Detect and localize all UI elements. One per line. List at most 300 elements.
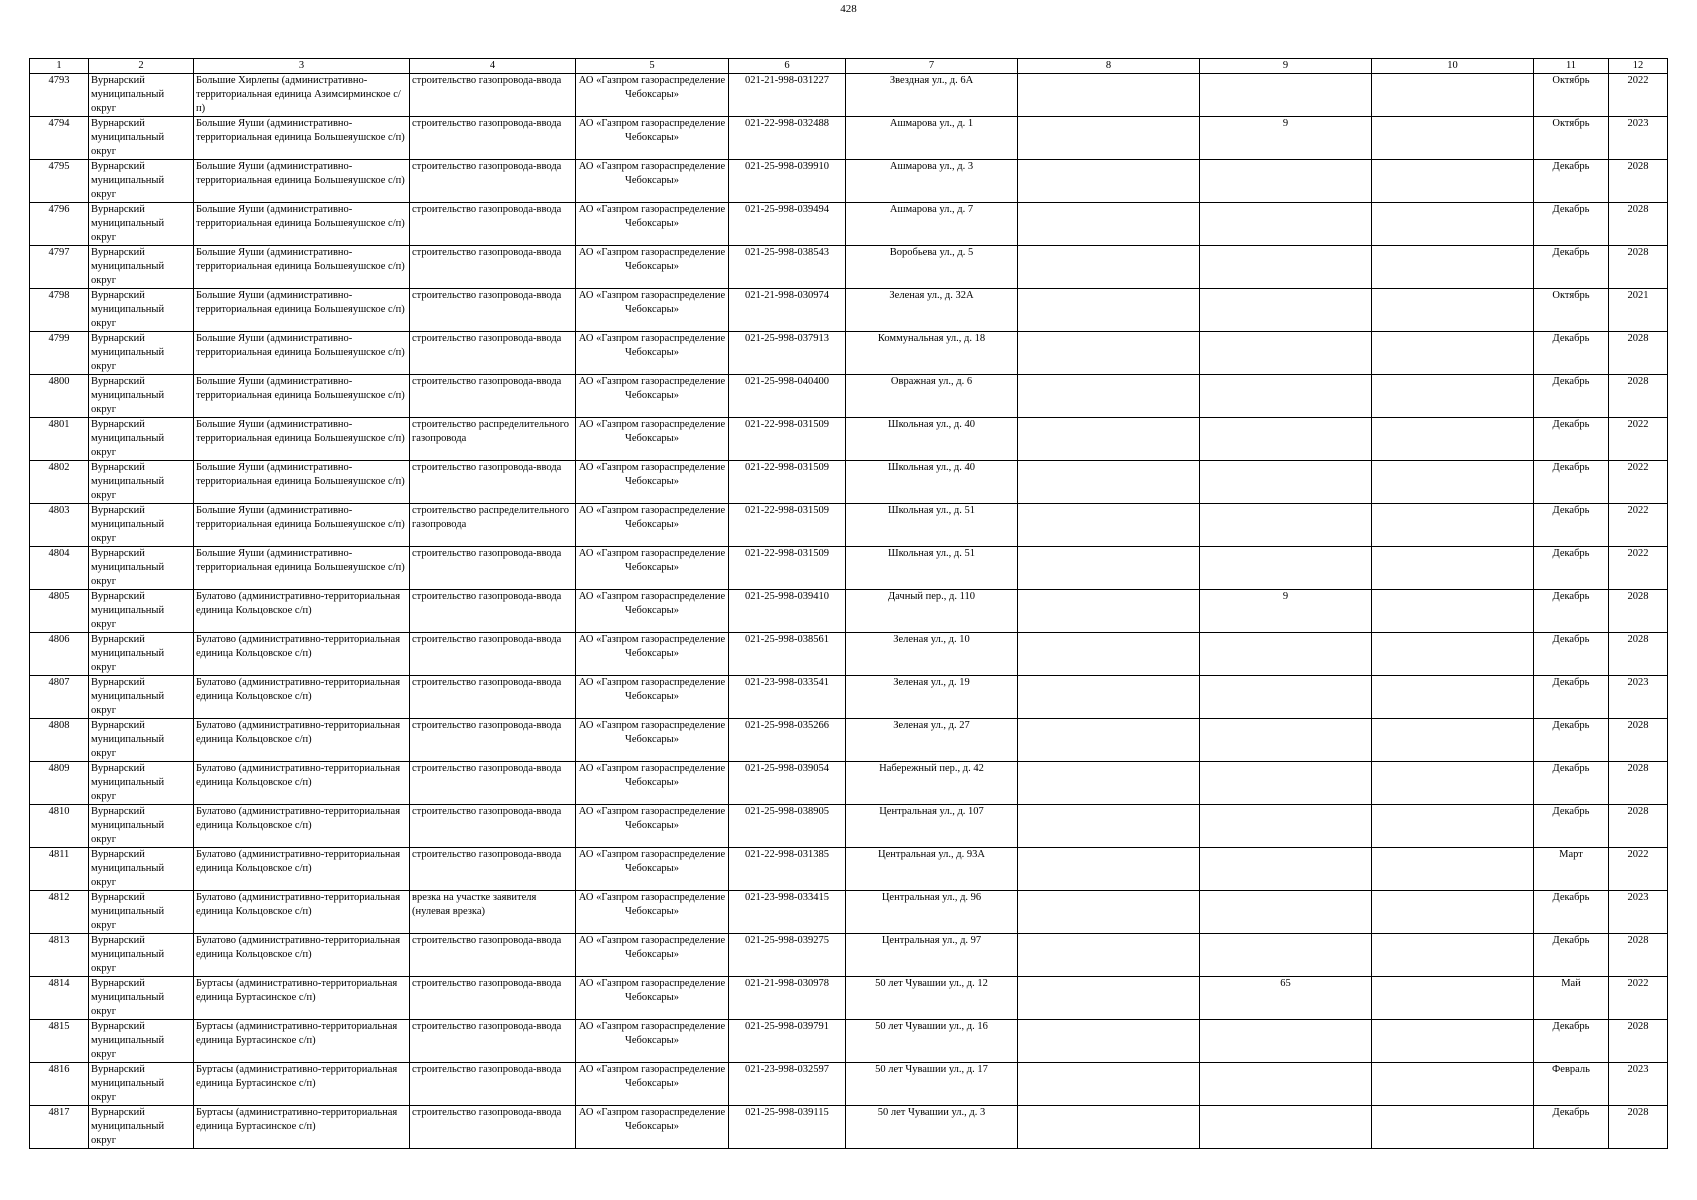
cell-col8 bbox=[1018, 461, 1200, 504]
cell-settlement: Булатово (административно-территориальная единица Кольцовское с/п) bbox=[194, 891, 410, 934]
cell-col10 bbox=[1372, 203, 1534, 246]
cell-col9 bbox=[1200, 762, 1372, 805]
cell-number: 4795 bbox=[30, 160, 89, 203]
cell-col8 bbox=[1018, 590, 1200, 633]
cell-number: 4794 bbox=[30, 117, 89, 160]
cell-district: Вурнарский муниципальный округ bbox=[89, 461, 194, 504]
cell-col9 bbox=[1200, 461, 1372, 504]
cell-col8 bbox=[1018, 891, 1200, 934]
cell-year: 2028 bbox=[1609, 332, 1668, 375]
cell-number: 4810 bbox=[30, 805, 89, 848]
cell-number: 4802 bbox=[30, 461, 89, 504]
table-row bbox=[30, 762, 1668, 805]
cell-organization: АО «Газпром газораспределение Чебоксары» bbox=[576, 1063, 729, 1106]
cell-col10 bbox=[1372, 934, 1534, 977]
cell-col8 bbox=[1018, 332, 1200, 375]
cell-number: 4806 bbox=[30, 633, 89, 676]
cell-district: Вурнарский муниципальный округ bbox=[89, 633, 194, 676]
cell-organization: АО «Газпром газораспределение Чебоксары» bbox=[576, 590, 729, 633]
cell-district: Вурнарский муниципальный округ bbox=[89, 418, 194, 461]
cell-year: 2028 bbox=[1609, 203, 1668, 246]
table-row bbox=[30, 590, 1668, 633]
cell-number: 4801 bbox=[30, 418, 89, 461]
cell-number: 4816 bbox=[30, 1063, 89, 1106]
cell-month: Декабрь bbox=[1534, 762, 1609, 805]
cell-work-type: строительство газопровода-ввода bbox=[410, 203, 576, 246]
cell-organization: АО «Газпром газораспределение Чебоксары» bbox=[576, 332, 729, 375]
cell-organization: АО «Газпром газораспределение Чебоксары» bbox=[576, 805, 729, 848]
table-body bbox=[30, 74, 1668, 1149]
cell-organization: АО «Газпром газораспределение Чебоксары» bbox=[576, 461, 729, 504]
cell-col10 bbox=[1372, 848, 1534, 891]
cell-district: Вурнарский муниципальный округ bbox=[89, 934, 194, 977]
table-row bbox=[30, 74, 1668, 117]
cell-number: 4813 bbox=[30, 934, 89, 977]
cell-address: Школьная ул., д. 40 bbox=[846, 418, 1018, 461]
cell-work-type: врезка на участке заявителя (нулевая врезка) bbox=[410, 891, 576, 934]
cell-application-id: 021-25-998-039115 bbox=[729, 1106, 846, 1149]
cell-settlement: Булатово (административно-территориальная единица Кольцовское с/п) bbox=[194, 676, 410, 719]
cell-month: Декабрь bbox=[1534, 805, 1609, 848]
cell-settlement: Булатово (административно-территориальная единица Кольцовское с/п) bbox=[194, 848, 410, 891]
cell-col9 bbox=[1200, 805, 1372, 848]
cell-settlement: Большие Яуши (административно-территориальная единица Большеяушское с/п) bbox=[194, 246, 410, 289]
table-row bbox=[30, 461, 1668, 504]
cell-settlement: Булатово (административно-территориальная единица Кольцовское с/п) bbox=[194, 590, 410, 633]
cell-settlement: Большие Яуши (административно-территориальная единица Большеяушское с/п) bbox=[194, 203, 410, 246]
cell-col8 bbox=[1018, 977, 1200, 1020]
cell-address: Зеленая ул., д. 19 bbox=[846, 676, 1018, 719]
cell-month: Май bbox=[1534, 977, 1609, 1020]
cell-col10 bbox=[1372, 719, 1534, 762]
cell-col9 bbox=[1200, 418, 1372, 461]
cell-settlement: Большие Яуши (административно-территориальная единица Большеяушское с/п) bbox=[194, 375, 410, 418]
cell-col10 bbox=[1372, 74, 1534, 117]
page-number: 428 bbox=[840, 3, 857, 15]
header-row bbox=[30, 59, 1668, 74]
cell-address: 50 лет Чувашии ул., д. 16 bbox=[846, 1020, 1018, 1063]
cell-application-id: 021-21-998-030974 bbox=[729, 289, 846, 332]
cell-month: Февраль bbox=[1534, 1063, 1609, 1106]
cell-application-id: 021-21-998-031227 bbox=[729, 74, 846, 117]
cell-col8 bbox=[1018, 1020, 1200, 1063]
cell-address: Школьная ул., д. 51 bbox=[846, 504, 1018, 547]
cell-address: Зеленая ул., д. 32А bbox=[846, 289, 1018, 332]
cell-work-type: строительство газопровода-ввода bbox=[410, 547, 576, 590]
registry-table bbox=[29, 58, 1668, 1149]
cell-month: Декабрь bbox=[1534, 418, 1609, 461]
cell-settlement: Булатово (административно-территориальная единица Кольцовское с/п) bbox=[194, 805, 410, 848]
cell-month: Декабрь bbox=[1534, 246, 1609, 289]
cell-year: 2022 bbox=[1609, 504, 1668, 547]
cell-col9 bbox=[1200, 74, 1372, 117]
cell-work-type: строительство газопровода-ввода bbox=[410, 719, 576, 762]
cell-col8 bbox=[1018, 848, 1200, 891]
cell-work-type: строительство газопровода-ввода bbox=[410, 633, 576, 676]
cell-organization: АО «Газпром газораспределение Чебоксары» bbox=[576, 547, 729, 590]
column-header: 4 bbox=[410, 59, 576, 74]
cell-organization: АО «Газпром газораспределение Чебоксары» bbox=[576, 418, 729, 461]
cell-organization: АО «Газпром газораспределение Чебоксары» bbox=[576, 74, 729, 117]
cell-work-type: строительство газопровода-ввода bbox=[410, 848, 576, 891]
column-header: 2 bbox=[89, 59, 194, 74]
table-row bbox=[30, 1106, 1668, 1149]
cell-application-id: 021-25-998-038905 bbox=[729, 805, 846, 848]
cell-col8 bbox=[1018, 719, 1200, 762]
table-row bbox=[30, 1063, 1668, 1106]
cell-address: Коммунальная ул., д. 18 bbox=[846, 332, 1018, 375]
cell-year: 2022 bbox=[1609, 461, 1668, 504]
cell-col8 bbox=[1018, 74, 1200, 117]
cell-settlement: Булатово (административно-территориальная единица Кольцовское с/п) bbox=[194, 762, 410, 805]
cell-col8 bbox=[1018, 934, 1200, 977]
cell-month: Декабрь bbox=[1534, 1020, 1609, 1063]
cell-number: 4800 bbox=[30, 375, 89, 418]
cell-col9: 65 bbox=[1200, 977, 1372, 1020]
cell-number: 4814 bbox=[30, 977, 89, 1020]
cell-work-type: строительство газопровода-ввода bbox=[410, 676, 576, 719]
column-header: 11 bbox=[1534, 59, 1609, 74]
cell-number: 4809 bbox=[30, 762, 89, 805]
cell-col8 bbox=[1018, 1106, 1200, 1149]
cell-col9 bbox=[1200, 676, 1372, 719]
cell-year: 2028 bbox=[1609, 1106, 1668, 1149]
cell-address: Школьная ул., д. 40 bbox=[846, 461, 1018, 504]
cell-col9: 9 bbox=[1200, 590, 1372, 633]
cell-organization: АО «Газпром газораспределение Чебоксары» bbox=[576, 203, 729, 246]
cell-application-id: 021-22-998-031509 bbox=[729, 418, 846, 461]
cell-district: Вурнарский муниципальный округ bbox=[89, 289, 194, 332]
cell-col8 bbox=[1018, 289, 1200, 332]
cell-col9 bbox=[1200, 504, 1372, 547]
cell-address: Зеленая ул., д. 10 bbox=[846, 633, 1018, 676]
cell-col9 bbox=[1200, 1106, 1372, 1149]
cell-district: Вурнарский муниципальный округ bbox=[89, 762, 194, 805]
cell-year: 2028 bbox=[1609, 590, 1668, 633]
cell-application-id: 021-23-998-033415 bbox=[729, 891, 846, 934]
table-row bbox=[30, 203, 1668, 246]
table-row bbox=[30, 891, 1668, 934]
cell-col8 bbox=[1018, 805, 1200, 848]
table-row bbox=[30, 848, 1668, 891]
cell-number: 4799 bbox=[30, 332, 89, 375]
cell-month: Декабрь bbox=[1534, 590, 1609, 633]
cell-month: Декабрь bbox=[1534, 934, 1609, 977]
cell-col9 bbox=[1200, 1063, 1372, 1106]
cell-application-id: 021-25-998-039910 bbox=[729, 160, 846, 203]
cell-year: 2023 bbox=[1609, 676, 1668, 719]
cell-address: Центральная ул., д. 97 bbox=[846, 934, 1018, 977]
cell-col8 bbox=[1018, 762, 1200, 805]
cell-number: 4811 bbox=[30, 848, 89, 891]
cell-address: 50 лет Чувашии ул., д. 3 bbox=[846, 1106, 1018, 1149]
cell-col9 bbox=[1200, 1020, 1372, 1063]
cell-col8 bbox=[1018, 633, 1200, 676]
cell-col9: 9 bbox=[1200, 117, 1372, 160]
table-row bbox=[30, 332, 1668, 375]
column-header: 10 bbox=[1372, 59, 1534, 74]
table-row bbox=[30, 547, 1668, 590]
cell-month: Октябрь bbox=[1534, 117, 1609, 160]
cell-col9 bbox=[1200, 246, 1372, 289]
cell-col9 bbox=[1200, 934, 1372, 977]
cell-year: 2021 bbox=[1609, 289, 1668, 332]
cell-col10 bbox=[1372, 805, 1534, 848]
cell-col10 bbox=[1372, 246, 1534, 289]
cell-organization: АО «Газпром газораспределение Чебоксары» bbox=[576, 934, 729, 977]
cell-work-type: строительство газопровода-ввода bbox=[410, 289, 576, 332]
cell-number: 4812 bbox=[30, 891, 89, 934]
cell-col8 bbox=[1018, 375, 1200, 418]
cell-col8 bbox=[1018, 1063, 1200, 1106]
cell-month: Декабрь bbox=[1534, 203, 1609, 246]
cell-work-type: строительство газопровода-ввода bbox=[410, 1063, 576, 1106]
cell-organization: АО «Газпром газораспределение Чебоксары» bbox=[576, 719, 729, 762]
cell-col8 bbox=[1018, 203, 1200, 246]
cell-application-id: 021-23-998-032597 bbox=[729, 1063, 846, 1106]
cell-application-id: 021-25-998-038543 bbox=[729, 246, 846, 289]
cell-col8 bbox=[1018, 547, 1200, 590]
cell-address: 50 лет Чувашии ул., д. 12 bbox=[846, 977, 1018, 1020]
cell-work-type: строительство газопровода-ввода bbox=[410, 332, 576, 375]
cell-settlement: Булатово (административно-территориальная единица Кольцовское с/п) bbox=[194, 719, 410, 762]
cell-month: Декабрь bbox=[1534, 504, 1609, 547]
cell-col9 bbox=[1200, 633, 1372, 676]
cell-settlement: Буртасы (административно-территориальная единица Буртасинское с/п) bbox=[194, 977, 410, 1020]
cell-month: Декабрь bbox=[1534, 547, 1609, 590]
cell-col10 bbox=[1372, 332, 1534, 375]
cell-settlement: Большие Яуши (административно-территориальная единица Большеяушское с/п) bbox=[194, 461, 410, 504]
table-row bbox=[30, 504, 1668, 547]
cell-organization: АО «Газпром газораспределение Чебоксары» bbox=[576, 375, 729, 418]
column-header: 12 bbox=[1609, 59, 1668, 74]
cell-work-type: строительство распределительного газопровода bbox=[410, 418, 576, 461]
cell-address: Ашмарова ул., д. 1 bbox=[846, 117, 1018, 160]
table-row bbox=[30, 934, 1668, 977]
cell-settlement: Большие Яуши (административно-территориальная единица Большеяушское с/п) bbox=[194, 547, 410, 590]
cell-year: 2022 bbox=[1609, 848, 1668, 891]
cell-number: 4793 bbox=[30, 74, 89, 117]
cell-address: Воробьева ул., д. 5 bbox=[846, 246, 1018, 289]
cell-year: 2023 bbox=[1609, 891, 1668, 934]
cell-organization: АО «Газпром газораспределение Чебоксары» bbox=[576, 289, 729, 332]
table-row bbox=[30, 418, 1668, 461]
cell-year: 2028 bbox=[1609, 375, 1668, 418]
cell-month: Декабрь bbox=[1534, 1106, 1609, 1149]
cell-col8 bbox=[1018, 246, 1200, 289]
cell-application-id: 021-22-998-031385 bbox=[729, 848, 846, 891]
table-row bbox=[30, 289, 1668, 332]
cell-settlement: Большие Яуши (административно-территориальная единица Большеяушское с/п) bbox=[194, 160, 410, 203]
cell-work-type: строительство газопровода-ввода bbox=[410, 762, 576, 805]
cell-settlement: Буртасы (административно-территориальная единица Буртасинское с/п) bbox=[194, 1063, 410, 1106]
cell-district: Вурнарский муниципальный округ bbox=[89, 1106, 194, 1149]
cell-year: 2028 bbox=[1609, 160, 1668, 203]
cell-year: 2028 bbox=[1609, 805, 1668, 848]
cell-district: Вурнарский муниципальный округ bbox=[89, 719, 194, 762]
table-row bbox=[30, 977, 1668, 1020]
cell-number: 4804 bbox=[30, 547, 89, 590]
cell-work-type: строительство газопровода-ввода bbox=[410, 590, 576, 633]
cell-month: Декабрь bbox=[1534, 160, 1609, 203]
table-row bbox=[30, 1020, 1668, 1063]
cell-month: Декабрь bbox=[1534, 676, 1609, 719]
cell-col10 bbox=[1372, 117, 1534, 160]
cell-col8 bbox=[1018, 504, 1200, 547]
cell-work-type: строительство газопровода-ввода bbox=[410, 461, 576, 504]
column-header: 5 bbox=[576, 59, 729, 74]
cell-organization: АО «Газпром газораспределение Чебоксары» bbox=[576, 160, 729, 203]
cell-number: 4817 bbox=[30, 1106, 89, 1149]
cell-col9 bbox=[1200, 891, 1372, 934]
cell-organization: АО «Газпром газораспределение Чебоксары» bbox=[576, 762, 729, 805]
cell-col10 bbox=[1372, 633, 1534, 676]
cell-address: Ашмарова ул., д. 3 bbox=[846, 160, 1018, 203]
cell-district: Вурнарский муниципальный округ bbox=[89, 504, 194, 547]
cell-number: 4807 bbox=[30, 676, 89, 719]
cell-number: 4815 bbox=[30, 1020, 89, 1063]
cell-col9 bbox=[1200, 332, 1372, 375]
cell-col9 bbox=[1200, 719, 1372, 762]
cell-col10 bbox=[1372, 762, 1534, 805]
table-row bbox=[30, 160, 1668, 203]
cell-year: 2022 bbox=[1609, 74, 1668, 117]
cell-number: 4796 bbox=[30, 203, 89, 246]
cell-district: Вурнарский муниципальный округ bbox=[89, 160, 194, 203]
cell-application-id: 021-22-998-031509 bbox=[729, 504, 846, 547]
cell-col10 bbox=[1372, 1063, 1534, 1106]
cell-year: 2022 bbox=[1609, 977, 1668, 1020]
cell-district: Вурнарский муниципальный округ bbox=[89, 1063, 194, 1106]
column-header: 3 bbox=[194, 59, 410, 74]
cell-year: 2022 bbox=[1609, 547, 1668, 590]
cell-year: 2023 bbox=[1609, 1063, 1668, 1106]
cell-application-id: 021-25-998-039054 bbox=[729, 762, 846, 805]
cell-district: Вурнарский муниципальный округ bbox=[89, 203, 194, 246]
cell-settlement: Буртасы (административно-территориальная единица Буртасинское с/п) bbox=[194, 1020, 410, 1063]
cell-col10 bbox=[1372, 676, 1534, 719]
cell-month: Октябрь bbox=[1534, 74, 1609, 117]
cell-address: Набережный пер., д. 42 bbox=[846, 762, 1018, 805]
cell-work-type: строительство газопровода-ввода bbox=[410, 805, 576, 848]
cell-address: Овражная ул., д. 6 bbox=[846, 375, 1018, 418]
cell-col8 bbox=[1018, 418, 1200, 461]
cell-application-id: 021-22-998-032488 bbox=[729, 117, 846, 160]
cell-organization: АО «Газпром газораспределение Чебоксары» bbox=[576, 633, 729, 676]
table-row bbox=[30, 676, 1668, 719]
cell-col10 bbox=[1372, 1106, 1534, 1149]
cell-district: Вурнарский муниципальный округ bbox=[89, 848, 194, 891]
cell-settlement: Большие Яуши (административно-территориальная единица Большеяушское с/п) bbox=[194, 117, 410, 160]
cell-address: Дачный пер., д. 110 bbox=[846, 590, 1018, 633]
cell-district: Вурнарский муниципальный округ bbox=[89, 977, 194, 1020]
cell-application-id: 021-25-998-037913 bbox=[729, 332, 846, 375]
cell-address: Школьная ул., д. 51 bbox=[846, 547, 1018, 590]
cell-settlement: Большие Хирлепы (административно-территориальная единица Азимсирминское с/п) bbox=[194, 74, 410, 117]
cell-organization: АО «Газпром газораспределение Чебоксары» bbox=[576, 1020, 729, 1063]
cell-settlement: Булатово (административно-территориальная единица Кольцовское с/п) bbox=[194, 633, 410, 676]
cell-application-id: 021-25-998-035266 bbox=[729, 719, 846, 762]
cell-month: Декабрь bbox=[1534, 719, 1609, 762]
cell-work-type: строительство газопровода-ввода bbox=[410, 934, 576, 977]
cell-organization: АО «Газпром газораспределение Чебоксары» bbox=[576, 117, 729, 160]
cell-settlement: Большие Яуши (административно-территориальная единица Большеяушское с/п) bbox=[194, 332, 410, 375]
cell-year: 2022 bbox=[1609, 418, 1668, 461]
cell-work-type: строительство газопровода-ввода bbox=[410, 375, 576, 418]
cell-settlement: Большие Яуши (административно-территориальная единица Большеяушское с/п) bbox=[194, 504, 410, 547]
cell-month: Декабрь bbox=[1534, 375, 1609, 418]
cell-application-id: 021-22-998-031509 bbox=[729, 461, 846, 504]
cell-application-id: 021-25-998-039275 bbox=[729, 934, 846, 977]
cell-district: Вурнарский муниципальный округ bbox=[89, 805, 194, 848]
cell-col9 bbox=[1200, 375, 1372, 418]
cell-col10 bbox=[1372, 461, 1534, 504]
cell-address: Центральная ул., д. 93А bbox=[846, 848, 1018, 891]
cell-month: Декабрь bbox=[1534, 332, 1609, 375]
cell-year: 2028 bbox=[1609, 934, 1668, 977]
cell-district: Вурнарский муниципальный округ bbox=[89, 891, 194, 934]
cell-month: Декабрь bbox=[1534, 633, 1609, 676]
cell-address: Звездная ул., д. 6А bbox=[846, 74, 1018, 117]
cell-address: Ашмарова ул., д. 7 bbox=[846, 203, 1018, 246]
cell-month: Октябрь bbox=[1534, 289, 1609, 332]
table-row bbox=[30, 117, 1668, 160]
cell-organization: АО «Газпром газораспределение Чебоксары» bbox=[576, 246, 729, 289]
cell-organization: АО «Газпром газораспределение Чебоксары» bbox=[576, 1106, 729, 1149]
column-header: 6 bbox=[729, 59, 846, 74]
cell-organization: АО «Газпром газораспределение Чебоксары» bbox=[576, 848, 729, 891]
cell-col8 bbox=[1018, 676, 1200, 719]
cell-year: 2023 bbox=[1609, 117, 1668, 160]
cell-application-id: 021-25-998-039791 bbox=[729, 1020, 846, 1063]
cell-application-id: 021-21-998-030978 bbox=[729, 977, 846, 1020]
cell-work-type: строительство газопровода-ввода bbox=[410, 1106, 576, 1149]
table-row bbox=[30, 805, 1668, 848]
cell-application-id: 021-25-998-038561 bbox=[729, 633, 846, 676]
cell-work-type: строительство газопровода-ввода bbox=[410, 246, 576, 289]
cell-col9 bbox=[1200, 547, 1372, 590]
cell-col9 bbox=[1200, 203, 1372, 246]
cell-year: 2028 bbox=[1609, 762, 1668, 805]
cell-application-id: 021-25-998-040400 bbox=[729, 375, 846, 418]
cell-month: Декабрь bbox=[1534, 461, 1609, 504]
cell-application-id: 021-25-998-039494 bbox=[729, 203, 846, 246]
cell-district: Вурнарский муниципальный округ bbox=[89, 1020, 194, 1063]
cell-work-type: строительство газопровода-ввода bbox=[410, 74, 576, 117]
cell-application-id: 021-22-998-031509 bbox=[729, 547, 846, 590]
cell-col10 bbox=[1372, 977, 1534, 1020]
cell-year: 2028 bbox=[1609, 633, 1668, 676]
cell-year: 2028 bbox=[1609, 246, 1668, 289]
cell-district: Вурнарский муниципальный округ bbox=[89, 375, 194, 418]
cell-number: 4808 bbox=[30, 719, 89, 762]
cell-settlement: Буртасы (административно-территориальная единица Буртасинское с/п) bbox=[194, 1106, 410, 1149]
cell-work-type: строительство газопровода-ввода bbox=[410, 160, 576, 203]
cell-col9 bbox=[1200, 289, 1372, 332]
cell-col10 bbox=[1372, 504, 1534, 547]
cell-col8 bbox=[1018, 160, 1200, 203]
cell-organization: АО «Газпром газораспределение Чебоксары» bbox=[576, 891, 729, 934]
cell-organization: АО «Газпром газораспределение Чебоксары» bbox=[576, 504, 729, 547]
column-header: 9 bbox=[1200, 59, 1372, 74]
cell-district: Вурнарский муниципальный округ bbox=[89, 676, 194, 719]
cell-work-type: строительство газопровода-ввода bbox=[410, 117, 576, 160]
cell-district: Вурнарский муниципальный округ bbox=[89, 74, 194, 117]
cell-address: Центральная ул., д. 96 bbox=[846, 891, 1018, 934]
table-row bbox=[30, 246, 1668, 289]
cell-district: Вурнарский муниципальный округ bbox=[89, 590, 194, 633]
column-header: 8 bbox=[1018, 59, 1200, 74]
